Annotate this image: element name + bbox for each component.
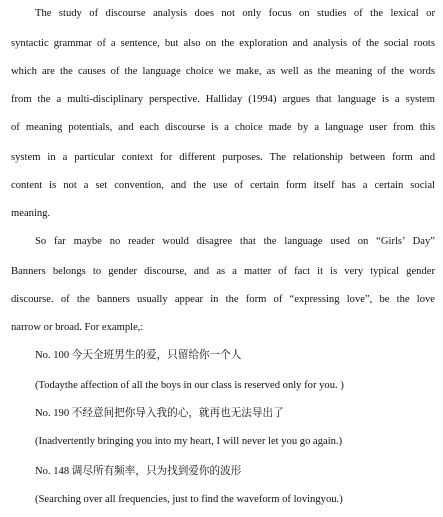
paragraph-2-line-1: So far maybe no reader would disagree that the language used on “Girls’ Day” xyxy=(35,236,435,247)
example-1-translation: (Todaythe affection of all the boys in our class is reserved only for you. ) xyxy=(35,380,344,391)
paragraph-2-line-2: Banners belongs to gender discourse, and as a matter of fact it is very typical gender xyxy=(11,266,435,277)
paragraph-1-line-5: of meaning potentials, and each discourse is a choice made by a language user from this xyxy=(11,122,435,133)
paragraph-2-line-4: narrow or broad. For example,: xyxy=(11,322,144,333)
paragraph-1-line-2: syntactic grammar of a sentence, but also on the exploration and analysis of the social roots xyxy=(11,38,435,49)
paragraph-1-line-4: from the a multi-disciplinary perspective. Halliday (1994) argues that language is a system xyxy=(11,94,435,105)
paragraph-2-line-3: discourse. of the banners usually appear in the form of “expressing love”, be the love xyxy=(11,294,435,305)
paragraph-1-line-8: meaning. xyxy=(11,208,51,219)
paragraph-1-line-3: which are the causes of the language choice we make, as well as the meaning of the words xyxy=(11,66,435,77)
example-2-translation: (Inadvertently bringing you into my heart, I will never let you go again.) xyxy=(35,436,343,447)
example-1-original: No. 100 今天全班男生的爱，只留给你一个人 xyxy=(35,350,242,361)
paragraph-1-line-6: system in a particular context for different purposes. The relationship between form and xyxy=(11,152,435,163)
example-3-translation: (Searching over all frequencies, just to find the waveform of lovingyou.) xyxy=(35,494,343,505)
paragraph-1-line-1: The study of discourse analysis does not only focus on studies of the lexical or xyxy=(35,8,435,19)
example-3-original: No. 148 调尽所有频率，只为找到爱你的波形 xyxy=(35,466,242,477)
example-2-original: No. 190 不经意间把你导入我的心，就再也无法导出了 xyxy=(35,408,284,419)
paragraph-1-line-7: content is not a set convention, and the use of certain form itself has a certain social xyxy=(11,180,435,191)
